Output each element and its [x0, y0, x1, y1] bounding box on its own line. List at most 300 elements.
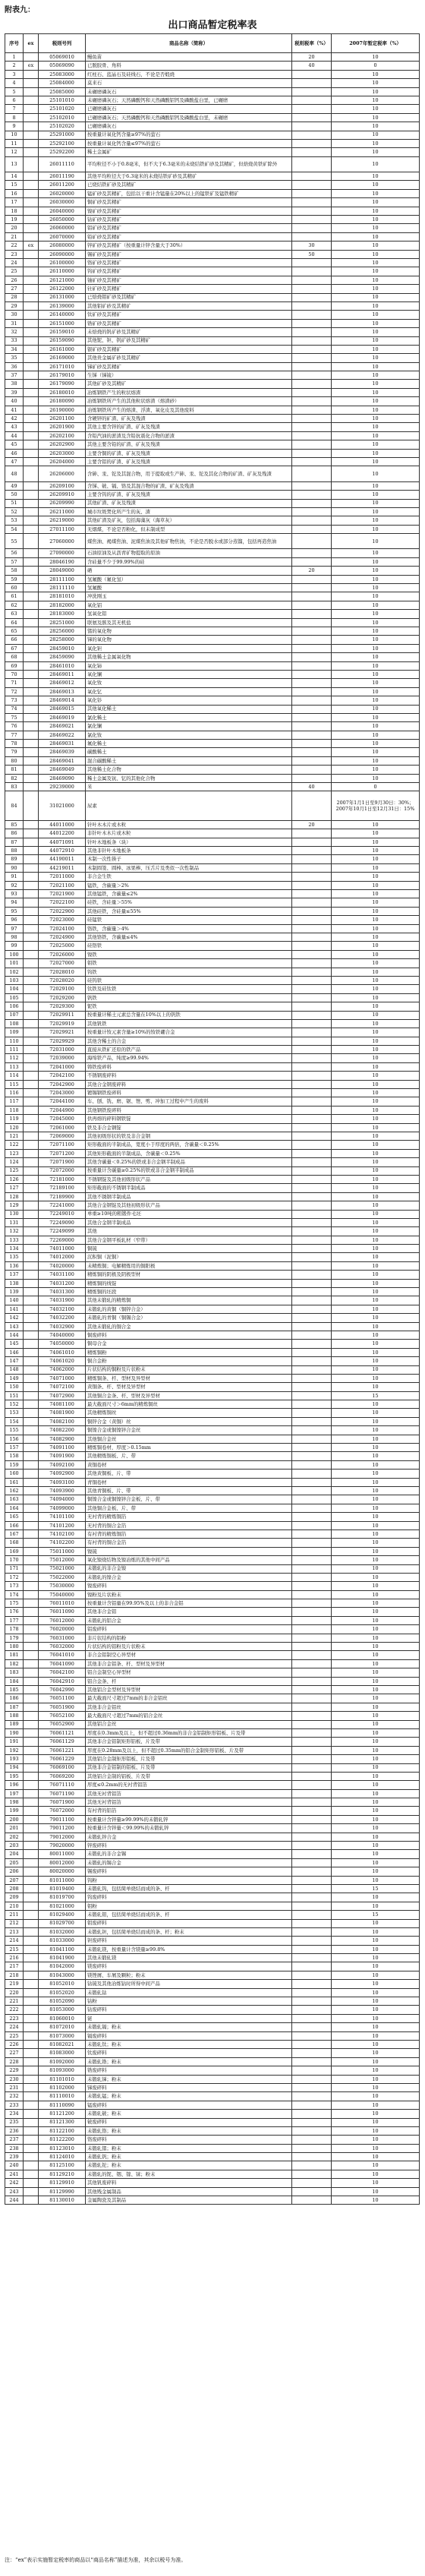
cell-base-rate: [292, 985, 332, 993]
cell-tariff-code: 44072910: [39, 847, 86, 855]
cell-index: 46: [5, 449, 24, 457]
cell-index: 243: [5, 2187, 24, 2196]
table-row: [5, 1850, 420, 1858]
table-row: [5, 1582, 420, 1590]
cell-tariff-code: 76042990: [39, 1685, 86, 1694]
cell-ex: [24, 1444, 39, 1452]
cell-commodity-name: 锰废碎料: [86, 2101, 292, 2109]
cell-index: 224: [5, 2023, 24, 2031]
table-row: [5, 933, 420, 942]
table-row: [5, 224, 420, 232]
cell-commodity-name: 未锻轧钽，包括简单烧结而成的条、杆；粉末: [86, 1927, 292, 1936]
cell-commodity-name: 有衬背的铜合金箔: [86, 1539, 292, 1547]
cell-provisional-rate: 10: [332, 516, 420, 525]
cell-base-rate: [292, 2196, 332, 2205]
cell-provisional-rate: 10: [332, 2161, 420, 2170]
cell-index: 70: [5, 670, 24, 678]
cell-commodity-name: 车、刨、铣、磨、锯、锉、剪、冲加工过程中产生的废料: [86, 1097, 292, 1106]
cell-provisional-rate: 10: [332, 1590, 420, 1599]
cell-ex: [24, 705, 39, 713]
cell-tariff-code: 81041900: [39, 1954, 86, 1962]
table-row: [5, 53, 420, 62]
table-row: [5, 774, 420, 782]
cell-ex: [24, 70, 39, 78]
table-row: [5, 1728, 420, 1737]
cell-provisional-rate: 10: [332, 525, 420, 533]
cell-ex: [24, 1478, 39, 1486]
cell-tariff-code: 72022100: [39, 898, 86, 907]
cell-commodity-name: 钒铁: [86, 993, 292, 1002]
cell-commodity-name: 已脱胶骨、角料: [86, 62, 292, 70]
cell-tariff-code: 76041010: [39, 1651, 86, 1659]
table-row: [5, 1720, 420, 1728]
cell-ex: [24, 406, 39, 414]
cell-index: 99: [5, 942, 24, 950]
cell-commodity-name: 钨粉: [86, 1876, 292, 1884]
cell-commodity-name: 针叶木地板条（块）: [86, 838, 292, 846]
cell-base-rate: [292, 1772, 332, 1780]
cell-base-rate: [292, 354, 332, 362]
tariff-table: [5, 33, 420, 2205]
cell-commodity-name: 铁及非合金钢锭: [86, 1123, 292, 1132]
table-row: [5, 1763, 420, 1772]
cell-index: 151: [5, 1391, 24, 1400]
cell-base-rate: [292, 2144, 332, 2152]
table-row: [5, 1002, 420, 1011]
table-row: [5, 2023, 420, 2031]
cell-base-rate: [292, 1426, 332, 1435]
cell-tariff-code: 76032000: [39, 1643, 86, 1651]
cell-tariff-code: 72024100: [39, 924, 86, 933]
cell-base-rate: [292, 1685, 332, 1694]
cell-provisional-rate: 10: [332, 457, 420, 466]
table-row: [5, 1452, 420, 1460]
cell-ex: [24, 1487, 39, 1495]
table-row: [5, 1374, 420, 1382]
cell-index: 223: [5, 2014, 24, 2022]
cell-provisional-rate: 10: [332, 687, 420, 696]
cell-commodity-name: 铜锌合金（黄铜）丝: [86, 1417, 292, 1425]
cell-index: 203: [5, 1842, 24, 1850]
cell-base-rate: [292, 1218, 332, 1226]
cell-index: 106: [5, 1002, 24, 1011]
cell-base-rate: [292, 423, 332, 431]
cell-base-rate: [292, 1651, 332, 1659]
cell-provisional-rate: 10: [332, 1037, 420, 1045]
cell-ex: [24, 748, 39, 756]
cell-tariff-code: 72071100: [39, 1141, 86, 1149]
cell-ex: [24, 567, 39, 575]
cell-commodity-name: 未锻轧锰；粉末: [86, 2092, 292, 2101]
cell-provisional-rate: 10: [332, 449, 420, 457]
cell-provisional-rate: 10: [332, 1738, 420, 1746]
cell-tariff-code: 81110010: [39, 2092, 86, 2101]
cell-index: 87: [5, 838, 24, 846]
cell-index: 205: [5, 1858, 24, 1867]
table-row: [5, 592, 420, 601]
table-row: [5, 679, 420, 687]
cell-base-rate: [292, 499, 332, 507]
cell-tariff-code: 29239000: [39, 783, 86, 791]
cell-commodity-name: 氧化钇: [86, 687, 292, 696]
cell-provisional-rate: 10: [332, 1728, 420, 1737]
cell-provisional-rate: 10: [332, 1166, 420, 1175]
cell-provisional-rate: 10: [332, 1322, 420, 1331]
cell-ex: [24, 1988, 39, 1997]
cell-tariff-code: 26140000: [39, 311, 86, 319]
cell-tariff-code: 74102200: [39, 1539, 86, 1547]
table-row: [5, 2066, 420, 2075]
cell-tariff-code: 74101100: [39, 1513, 86, 1521]
table-row: [5, 1470, 420, 1478]
cell-tariff-code: 72249099: [39, 1227, 86, 1236]
cell-tariff-code: 26190000: [39, 406, 86, 414]
cell-index: 184: [5, 1677, 24, 1685]
cell-commodity-name: 未锻轧钒；粉末: [86, 2153, 292, 2161]
cell-base-rate: 20: [292, 567, 332, 575]
cell-index: 119: [5, 1115, 24, 1123]
cell-base-rate: [292, 311, 332, 319]
cell-index: 127: [5, 1184, 24, 1192]
cell-commodity-name: 钴废碎料: [86, 2006, 292, 2014]
cell-commodity-name: 其他铜合金丝: [86, 1435, 292, 1443]
cell-provisional-rate: 10: [332, 2187, 420, 2196]
cell-ex: [24, 250, 39, 258]
cell-index: 90: [5, 863, 24, 872]
cell-index: 158: [5, 1452, 24, 1460]
table-row: [5, 644, 420, 652]
cell-provisional-rate: 10: [332, 1184, 420, 1192]
table-row: [5, 258, 420, 267]
cell-base-rate: [292, 2118, 332, 2126]
cell-provisional-rate: 10: [332, 131, 420, 139]
table-row: [5, 791, 420, 821]
cell-provisional-rate: 10: [332, 1175, 420, 1183]
table-row: [5, 783, 420, 791]
cell-commodity-name: 供再熔的碎料钢铁锭: [86, 1115, 292, 1123]
cell-tariff-code: 75040000: [39, 1590, 86, 1599]
cell-ex: [24, 1331, 39, 1339]
cell-tariff-code: 26169000: [39, 354, 86, 362]
cell-ex: [24, 1911, 39, 1919]
table-row: [5, 1271, 420, 1279]
cell-provisional-rate: 10: [332, 1599, 420, 1608]
cell-commodity-name: 按重量计含铝量在99.95%及以上的非合金铝: [86, 1599, 292, 1608]
cell-index: 175: [5, 1599, 24, 1608]
cell-tariff-code: 74081100: [39, 1400, 86, 1409]
table-row: [5, 950, 420, 958]
cell-commodity-name: 鳗鱼苗: [86, 53, 292, 62]
cell-commodity-name: 矩形截面的不锈钢半制成品: [86, 1184, 292, 1192]
cell-base-rate: [292, 933, 332, 942]
cell-index: 139: [5, 1288, 24, 1296]
cell-base-rate: [292, 1470, 332, 1478]
cell-base-rate: [292, 1590, 332, 1599]
cell-provisional-rate: 10: [332, 139, 420, 147]
cell-tariff-code: 81110090: [39, 2101, 86, 2109]
cell-index: 25: [5, 267, 24, 276]
cell-provisional-rate: 10: [332, 207, 420, 215]
cell-index: 129: [5, 1201, 24, 1210]
table-row: [5, 491, 420, 499]
cell-commodity-name: 镁废碎料: [86, 1962, 292, 1971]
cell-index: 17: [5, 198, 24, 207]
cell-base-rate: [292, 1460, 332, 1469]
cell-base-rate: [292, 1089, 332, 1097]
cell-index: 167: [5, 1530, 24, 1538]
cell-commodity-name: 未锻轧的黄铜（铜锌合金）: [86, 1305, 292, 1313]
cell-base-rate: [292, 1539, 332, 1547]
cell-tariff-code: 26060000: [39, 224, 86, 232]
cell-ex: [24, 661, 39, 670]
cell-tariff-code: 26209910: [39, 491, 86, 499]
cell-ex: [24, 207, 39, 215]
cell-ex: [24, 653, 39, 661]
table-row: [5, 1357, 420, 1365]
table-row: [5, 1564, 420, 1573]
cell-index: 206: [5, 1867, 24, 1876]
cell-provisional-rate: 10: [332, 2006, 420, 2014]
table-row: [5, 1460, 420, 1469]
cell-index: 244: [5, 2196, 24, 2205]
cell-commodity-name: 无衬背的精炼铜箔: [86, 1513, 292, 1521]
cell-ex: [24, 890, 39, 898]
cell-ex: [24, 1210, 39, 1218]
cell-base-rate: [292, 1668, 332, 1677]
table-row: [5, 1400, 420, 1409]
cell-commodity-name: 有衬背的精炼铜箔: [86, 1530, 292, 1538]
cell-base-rate: [292, 1037, 332, 1045]
table-row: [5, 1781, 420, 1789]
header-index: 序号: [5, 34, 24, 53]
table-row: [5, 2187, 420, 2196]
cell-ex: [24, 618, 39, 627]
cell-tariff-code: 26180090: [39, 397, 86, 406]
cell-provisional-rate: 10: [332, 1608, 420, 1616]
cell-index: 188: [5, 1712, 24, 1720]
cell-ex: [24, 829, 39, 838]
table-row: [5, 881, 420, 889]
cell-provisional-rate: 10: [332, 440, 420, 449]
footnote: 注：“ex”表示实施暂定税率的商品以“商品名称”描述为准，其余以税号为准。: [5, 2557, 187, 2563]
cell-base-rate: [292, 1253, 332, 1261]
cell-tariff-code: 75011000: [39, 1547, 86, 1555]
cell-provisional-rate: 10: [332, 1694, 420, 1703]
cell-ex: [24, 336, 39, 345]
cell-provisional-rate: 10: [332, 618, 420, 627]
cell-commodity-name: 精炼铜的阴极及阴极型材: [86, 1271, 292, 1279]
cell-base-rate: [292, 1357, 332, 1365]
cell-index: 159: [5, 1460, 24, 1469]
cell-base-rate: [292, 181, 332, 189]
cell-base-rate: [292, 847, 332, 855]
cell-provisional-rate: 10: [332, 242, 420, 250]
cell-commodity-name: 未碾磨磷灰石: [86, 87, 292, 96]
table-row: [5, 1937, 420, 1945]
cell-provisional-rate: 10: [332, 388, 420, 396]
cell-ex: [24, 1115, 39, 1123]
cell-ex: [24, 2126, 39, 2135]
table-row: [5, 1417, 420, 1425]
cell-tariff-code: 25084000: [39, 79, 86, 87]
cell-provisional-rate: 10: [332, 933, 420, 942]
cell-tariff-code: 79020000: [39, 1842, 86, 1850]
cell-index: 136: [5, 1261, 24, 1270]
cell-provisional-rate: 10: [332, 96, 420, 104]
cell-base-rate: [292, 481, 332, 490]
cell-provisional-rate: 10: [332, 1556, 420, 1564]
cell-tariff-code: 72029200: [39, 993, 86, 1002]
table-row: [5, 1971, 420, 1979]
table-row: [5, 627, 420, 636]
cell-tariff-code: 26080000: [39, 242, 86, 250]
cell-provisional-rate: 10: [332, 2092, 420, 2101]
cell-base-rate: [292, 1902, 332, 1910]
cell-ex: [24, 1971, 39, 1979]
cell-index: 92: [5, 881, 24, 889]
cell-commodity-name: 硅锰铁: [86, 916, 292, 924]
cell-tariff-code: 72189100: [39, 1184, 86, 1192]
cell-index: 109: [5, 1028, 24, 1037]
cell-commodity-name: 未精炼铜；电解精炼用的铜阳极: [86, 1261, 292, 1270]
cell-tariff-code: 26203000: [39, 449, 86, 457]
cell-commodity-name: 未锻轧的非合金镍: [86, 1564, 292, 1573]
cell-ex: [24, 105, 39, 113]
cell-base-rate: [292, 2187, 332, 2196]
cell-ex: [24, 1322, 39, 1331]
table-row: [5, 661, 420, 670]
cell-provisional-rate: 10: [332, 2075, 420, 2083]
table-row: [5, 1807, 420, 1815]
table-row: [5, 1184, 420, 1192]
cell-provisional-rate: 10: [332, 1271, 420, 1279]
cell-index: 116: [5, 1089, 24, 1097]
cell-ex: [24, 397, 39, 406]
cell-index: 62: [5, 601, 24, 609]
cell-ex: [24, 1011, 39, 1019]
cell-provisional-rate: 10: [332, 1478, 420, 1486]
table-row: [5, 2014, 420, 2022]
table-row: [5, 1391, 420, 1400]
cell-provisional-rate: 10: [332, 567, 420, 575]
cell-provisional-rate: 10: [332, 959, 420, 968]
cell-base-rate: [292, 1763, 332, 1772]
cell-commodity-name: 已碾磨磷灰石: [86, 105, 292, 113]
cell-ex: [24, 1937, 39, 1945]
cell-index: 140: [5, 1296, 24, 1305]
cell-base-rate: [292, 670, 332, 678]
cell-tariff-code: 80012000: [39, 1858, 86, 1867]
cell-tariff-code: 81073000: [39, 2031, 86, 2040]
cell-index: 172: [5, 1573, 24, 1581]
cell-ex: [24, 1997, 39, 2006]
cell-tariff-code: 28469031: [39, 740, 86, 748]
cell-index: 144: [5, 1331, 24, 1339]
cell-provisional-rate: 10: [332, 397, 420, 406]
cell-ex: [24, 301, 39, 310]
cell-provisional-rate: 10: [332, 1158, 420, 1166]
cell-base-rate: [292, 1245, 332, 1253]
cell-tariff-code: 72181000: [39, 1175, 86, 1183]
cell-ex: [24, 2136, 39, 2144]
cell-tariff-code: 28256000: [39, 627, 86, 636]
table-row: [5, 2110, 420, 2118]
cell-commodity-name: 未锻轧铬；粉末: [86, 2126, 292, 2135]
cell-commodity-name: 非合金生铁: [86, 873, 292, 881]
cell-index: 71: [5, 679, 24, 687]
cell-tariff-code: 74081900: [39, 1409, 86, 1417]
cell-tariff-code: 26161000: [39, 345, 86, 353]
cell-index: 181: [5, 1651, 24, 1659]
table-row: [5, 838, 420, 846]
cell-commodity-name: 不锈钢锭及其他初级形状产品: [86, 1175, 292, 1183]
table-row: [5, 670, 420, 678]
cell-ex: [24, 449, 39, 457]
cell-provisional-rate: 10: [332, 354, 420, 362]
cell-provisional-rate: 10: [332, 661, 420, 670]
table-row: [5, 354, 420, 362]
table-row: [5, 1997, 420, 2006]
cell-tariff-code: 74092900: [39, 1470, 86, 1478]
cell-ex: [24, 2031, 39, 2040]
cell-provisional-rate: 10: [332, 87, 420, 96]
table-row: [5, 70, 420, 78]
cell-provisional-rate: 10: [332, 1772, 420, 1780]
table-row: [5, 567, 420, 575]
table-row: [5, 1893, 420, 1902]
cell-ex: [24, 976, 39, 984]
cell-ex: [24, 1927, 39, 1936]
cell-base-rate: 40: [292, 783, 332, 791]
cell-tariff-code: 76072000: [39, 1807, 86, 1815]
cell-index: 213: [5, 1927, 24, 1936]
table-row: [5, 1132, 420, 1140]
cell-commodity-name: 生锑（锑锍）: [86, 371, 292, 380]
cell-base-rate: [292, 1876, 332, 1884]
table-row: [5, 449, 420, 457]
table-row: [5, 916, 420, 924]
table-row: [5, 756, 420, 765]
table-row: [5, 311, 420, 319]
cell-ex: [24, 1651, 39, 1659]
cell-commodity-name: 其他合金钢锭及其他初级形状产品: [86, 1201, 292, 1210]
table-row: [5, 1201, 420, 1210]
cell-base-rate: [292, 1305, 332, 1313]
cell-commodity-name: 镍废碎料: [86, 1582, 292, 1590]
cell-tariff-code: 81129910: [39, 2179, 86, 2187]
cell-ex: [24, 1314, 39, 1322]
cell-tariff-code: 75022000: [39, 1573, 86, 1581]
cell-commodity-name: 片状结构的铜粉及片状粉末: [86, 1365, 292, 1374]
table-row: [5, 250, 420, 258]
cell-index: 18: [5, 207, 24, 215]
cell-commodity-name: 氧化镧: [86, 670, 292, 678]
cell-base-rate: [292, 601, 332, 609]
cell-base-rate: [292, 96, 332, 104]
cell-tariff-code: 81029400: [39, 1911, 86, 1919]
cell-tariff-code: 28182000: [39, 601, 86, 609]
cell-ex: [24, 1062, 39, 1071]
table-row: [5, 1227, 420, 1236]
cell-commodity-name: 其他钒废碎料: [86, 2179, 292, 2187]
cell-ex: [24, 1072, 39, 1080]
table-row: [5, 380, 420, 388]
table-row: [5, 696, 420, 705]
cell-ex: [24, 1409, 39, 1417]
cell-tariff-code: 81122200: [39, 2136, 86, 2144]
cell-provisional-rate: 10: [332, 653, 420, 661]
cell-base-rate: 50: [292, 250, 332, 258]
